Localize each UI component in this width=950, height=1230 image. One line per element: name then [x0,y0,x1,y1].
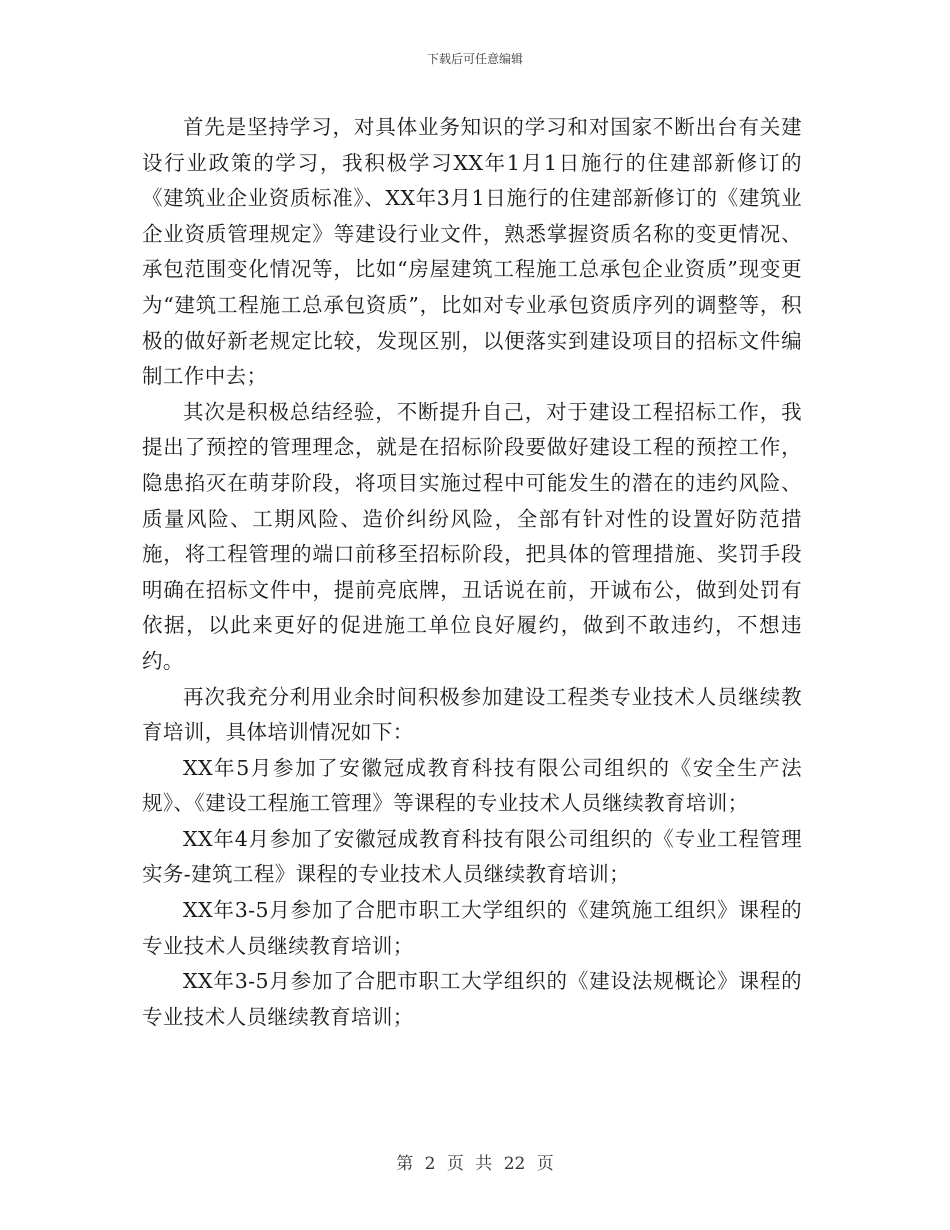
paragraph-training-item: XX年3-5月参加了合肥市职工大学组织的《建设法规概论》课程的专业技术人员继续教育培训； [142,969,802,1029]
page-header: 下载后可任意编辑 [426,52,523,66]
paragraph-training-item: XX年5月参加了安徽冠成教育科技有限公司组织的《安全生产法规》、《建设工程施工管理》等课程的专业技术人员继续教育培训； [142,755,802,816]
paragraph-training-intro: 再次我充分利用业余时间积极参加建设工程类专业技术人员继续教育培训，具体培训情况如下： [142,684,802,745]
paragraph-experience: 其次是积极总结经验，不断提升自己，对于建设工程招标工作，我提出了预控的管理理念，就是在招标阶段要做好建设工程的预控工作，隐患掐灭在萌芽阶段，将项目实施过程中可能发生的潜在的违约风险、质量风险、工期风险、造价纠纷风险，全部有针对性的设置好防范措施，将工程管理的端口前移至招标阶段，把具体的管理措施、奖罚手段明确在招标文件中，提前亮底牌，丑话说在前，开诚布公，做到处罚有依据，以此来更好的促进施工单位良好履约，做到不敢违约，不想违约。 [142,399,802,673]
paragraph-training-item: XX年3-5月参加了合肥市职工大学组织的《建筑施工组织》课程的专业技术人员继续教育培训； [142,898,802,958]
paragraph-study: 首先是坚持学习，对具体业务知识的学习和对国家不断出台有关建设行业政策的学习，我积极学习XX年1月1日施行的住建部新修订的《建筑业企业资质标准》、XX年3月1日施行的住建部新修订的《建筑业企业资质管理规定》等建设行业文件，熟悉掌握资质名称的变更情况、承包范围变化情况等，比如“房屋建筑工程施工总承包企业资质”现变更为“建筑工程施工总承包资质”，比如对专业承包资质序列的调整等，积极的做好新老规定比较，发现区别，以便落实到建设项目的招标文件编制工作中去； [142,115,802,389]
document-body [142,110,802,1035]
paragraph-training-item: XX年4月参加了安徽冠成教育科技有限公司组织的《专业工程管理实务-建筑工程》课程的专业技术人员继续教育培训； [142,826,802,887]
page-number-footer: 第 2 页 共 22 页 [396,1154,554,1174]
